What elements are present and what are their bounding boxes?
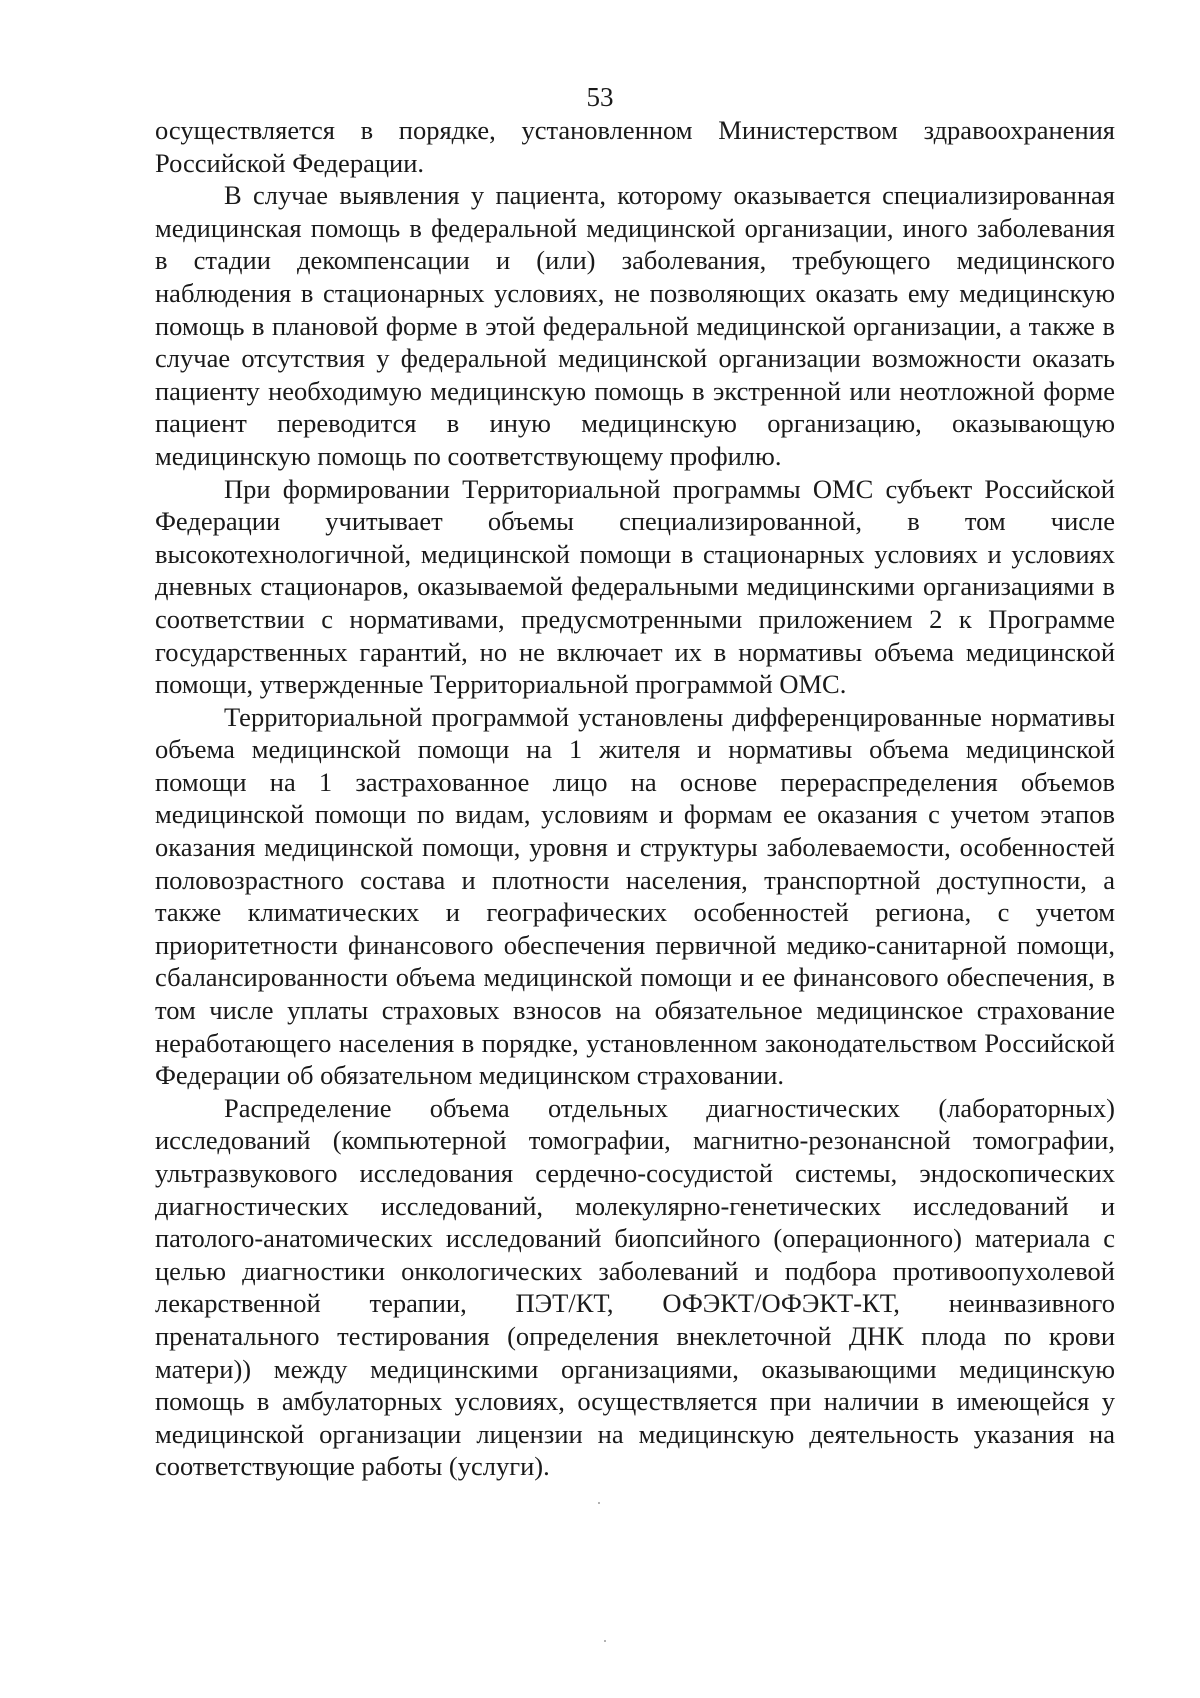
paragraph-patient-transfer: В случае выявления у пациента, которому оказывается специализированная медицинская помощь в федеральной медицинской организации, иного заболевания в стадии декомпенсации и (или) заболевания, требующего медицинского наблюдения в стационарных условиях, не позволяющих оказать ему медицинскую помощь в плановой форме в этой федеральной медицинской организации, а также в случае отсутствия у федеральной медицинской организации возможности оказать пациенту необходимую медицинскую помощь в экстренной или неотложной форме пациент переводится в иную медицинскую организацию, оказывающую медицинскую помощь по соответствующему профилю. xyxy=(155,180,1115,471)
paragraph-diagnostics-distribution: Распределение объема отдельных диагностических (лабораторных) исследований (компьютерной томографии, магнитно-резонансной томографии, ультразвукового исследования сердечно-сосудистой системы, эндоскопических диагностических исследований, молекулярно-генетических исследований и патолого-анатомических исследований биопсийного (операционного) материала с целью диагностики онкологических заболеваний и подбора противоопухолевой лекарственной терапии, ПЭТ/КТ, ОФЭКТ/ОФЭКТ-КТ, неинвазивного пренатального тестирования (определения внеклеточной ДНК плода по крови матери)) между медицинскими организациями, оказывающими медицинскую помощь в амбулаторных условиях, осуществляется при наличии в имеющейся у медицинской организации лицензии на медицинскую деятельность указания на соответствующие работы (услуги). xyxy=(155,1092,1115,1482)
paragraph-territorial-program: При формировании Территориальной программы ОМС субъект Российской Федерации учитывает объемы специализированной, в том числе высокотехнологичной, медицинской помощи в стационарных условиях и условиях дневных стационаров, оказываемой федеральными медицинскими организациями в соответствии с нормативами, предусмотренными приложением 2 к Программе государственных гарантий, но не включает их в нормативы объема медицинской помощи, утвержденные Территориальной программой ОМС. xyxy=(155,473,1115,700)
paragraph-continuation: осуществляется в порядке, установленном Министерством здравоохранения Российской Федерации. xyxy=(155,115,1115,178)
scan-speck xyxy=(598,1502,600,1504)
paragraph-volume-norms: Территориальной программой установлены дифференцированные нормативы объема медицинской помощи на 1 жителя и нормативы объема медицинской помощи на 1 застрахованное лицо на основе перераспределения объемов медицинской помощи по видам, условиям и формам ее оказания с учетом этапов оказания медицинской помощи, уровня и структуры заболеваемости, особенностей половозрастного состава и плотности населения, транспортной доступности, а также климатических и географических особенностей региона, с учетом приоритетности финансового обеспечения первичной медико-санитарной помощи, сбалансированности объема медицинской помощи и ее финансового обеспечения, в том числе уплаты страховых взносов на обязательное медицинское страхование неработающего населения в порядке, установленном законодательством Российской Федерации об обязательном медицинском страховании. xyxy=(155,701,1115,1091)
document-body xyxy=(155,114,1115,1483)
scan-speck xyxy=(604,1640,606,1642)
page-number: 53 xyxy=(586,82,614,112)
